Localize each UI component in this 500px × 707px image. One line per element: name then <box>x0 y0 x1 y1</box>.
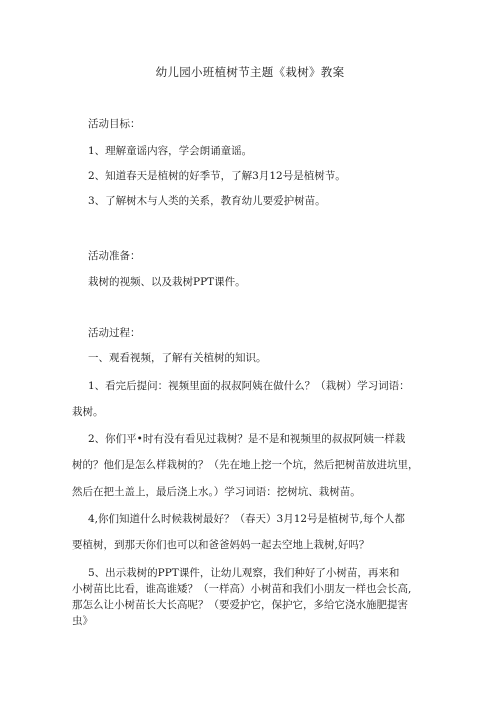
goal-item-2: 2、知道春天是植树的好季节，了解3月12号是植树节。 <box>88 170 346 182</box>
process-heading: 活动过程： <box>88 327 141 339</box>
paragraph-3-line-2: 要植树，到那天你们也可以和爸爸妈妈一起去空地上栽树,好吗？ <box>72 539 370 551</box>
goal-item-3: 3、了解树木与人类的关系，教育幼儿要爱护树苗。 <box>88 195 326 207</box>
preparation-heading: 活动准备： <box>88 250 141 262</box>
paragraph-5-line-3: 那怎么让小树苗长大长高呢？（要爱护它，保护它，多给它浇水施肥提害 <box>72 599 408 611</box>
paragraph-2-line-1: 2、你们平•时有没有看见过栽树？是不是和视频里的叔叔阿姨一样栽 <box>88 433 406 445</box>
paragraph-5-line-2: 小树苗比比看，谁高谁矮？（一样高）小树苗和我们小朋友一样也会长高, <box>72 583 412 595</box>
goals-heading: 活动目标： <box>88 118 141 130</box>
paragraph-2-line-2: 树的？他们是怎么样栽树的？（先在地上挖一个坑，然后把树苗放进坑里， <box>72 459 419 471</box>
goal-item-1: 1、理解童谣内容，学会朗诵童谣。 <box>88 145 253 157</box>
paragraph-2-line-3: 然后在把土盖上，最后浇上水。）学习词语：挖树坑、栽树苗。 <box>72 486 361 498</box>
preparation-text: 栽树的视频、以及栽树PPT课件。 <box>88 276 246 288</box>
paragraph-1-line-1: 1、看完后提问：视频里面的叔叔阿姨在做什么？（栽树）学习词语： <box>88 380 410 392</box>
paragraph-5-line-1: 5、出示栽树的PPT课件，让幼儿观察，我们种好了小树苗，再来和 <box>88 567 400 579</box>
paragraph-3-line-1: 4,你们知道什么时候栽树最好？（春天）3月12号是植树节,每个人都 <box>88 513 405 525</box>
paragraph-5-line-4: 虫》 <box>72 615 93 627</box>
process-step-1: 一、观看视频，了解有关植树的知识。 <box>88 352 267 364</box>
paragraph-1-line-2: 栽树。 <box>72 406 104 418</box>
page-title: 幼儿园小班植树节主题《栽树》教案 <box>155 65 345 79</box>
